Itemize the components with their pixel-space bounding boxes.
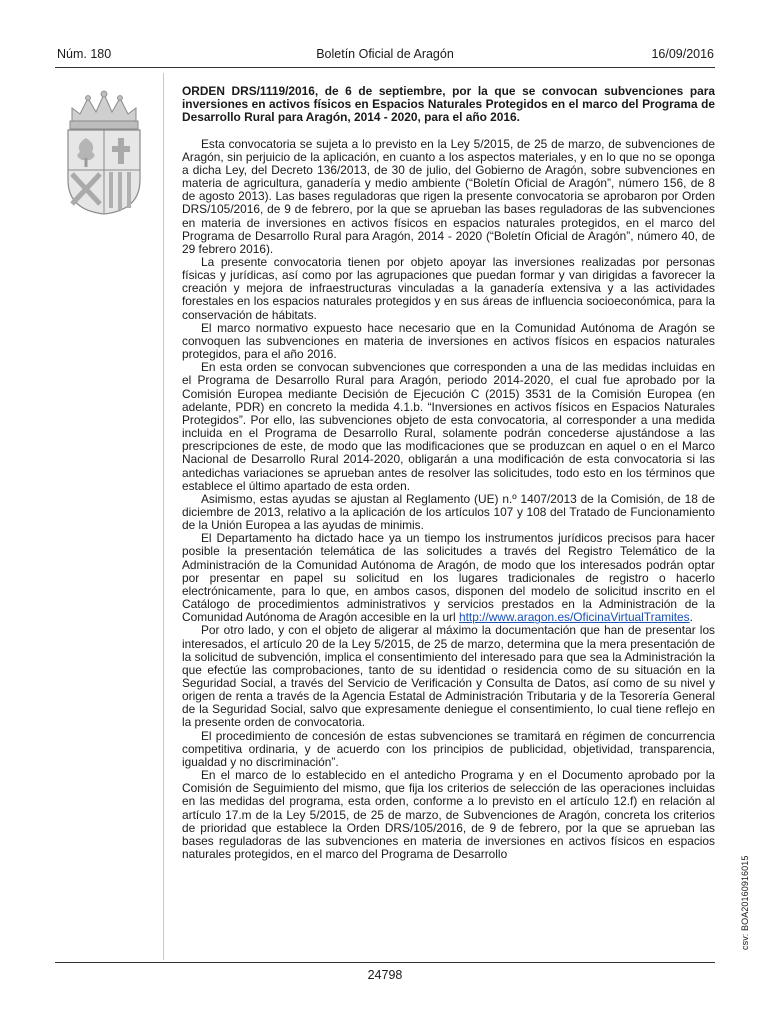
paragraph: La presente convocatoria tienen por objeto apoyar las inversiones realizadas por personas físicas y jurídicas, así como por las agrupaciones que puedan formar y van dirigidas a favorecer la creación y mejora de infraestructuras vinculadas a la ganadería extensiva y a las actividades forestales en los espacios naturales protegidos y en sus áreas de influencia socioeconómica, para la conservación de hábitats. [182, 255, 715, 322]
footer-rule [55, 962, 715, 963]
paragraph: En esta orden se convocan subvenciones que corresponden a una de las medidas incluidas en el Programa de Desarrollo Rural para Aragón, periodo 2014-2020, el cual fue aprobado por la Comisión Europea mediante Decisión de Ejecución C (2015) 3531 de la Comisión Europea (en adelante, PDR) en concreto la medida 4.1.b. “Inversiones en activos físicos en Espacios Naturales Protegidos”. Por ello, las subvenciones objeto de esta convocatoria, al corresponder a una medida incluida en el Programa de Desarrollo Rural, solamente podrán concederse ajustándose a las prescripciones de este, de modo que las modificaciones que se produzcan en aquel o en el Marco Nacional de Desarrollo Rural 2014-2020, obligarán a una modificación de esta convocatoria si las antedichas variaciones se aprueban antes de resolver las solicitudes, todo esto en los términos que establece el último apartado de esta orden. [182, 360, 715, 493]
paragraph: El procedimiento de concesión de estas subvenciones se tramitará en régimen de concurrencia competitiva ordinaria, y de acuerdo con los principios de publicidad, objetividad, transparencia, igualdad y no discriminación”. [182, 728, 715, 769]
link-paragraph-text: El Departamento ha dictado hace ya un tiempo los instrumentos jurídicos precisos para hacer posible la presentación telemática de las solicitudes a través del Registro Telemático de la Administración de la Comunidad Autónoma de Aragón, de modo que los interesados podrán optar por presentar en papel su solicitud en los lugares tradicionales de registro o hacerlo electrónicamente, para lo que, en ambos casos, disponen del modelo de solicitud inscrito en el Catálogo de procedimientos administrativos y servicios prestados en la Administración de la Comunidad Autónoma de Aragón accesible en la url [182, 531, 715, 625]
document-body [182, 85, 715, 861]
coat-of-arms-icon [58, 88, 150, 216]
paragraph: Asimismo, estas ayudas se ajustan al Reglamento (UE) n.º 1407/2013 de la Comisión, de 18 de diciembre de 2013, relativo a la aplicación de los artículos 107 y 108 del Tratado de Funcionamiento de la Unión Europea a las ayudas de minimis. [182, 491, 715, 533]
document-title: ORDEN DRS/1119/2016, de 6 de septiembre, por la que se convocan subvenciones para inversiones en activos físicos en Espacios Naturales Protegidos en el marco del Programa de Desarrollo Rural para Aragón, 2014 - 2020, para el año 2016. [182, 84, 715, 125]
csv-code: csv: BOA20160916015 [740, 855, 750, 950]
paragraph: Esta convocatoria se sujeta a lo previsto en la Ley 5/2015, de 25 de marzo, de subvenciones de Aragón, sin perjuicio de la aplicación, en cuanto a los aspectos materiales, y en lo que no se oponga a dicha Ley, del Decreto 136/2013, de 30 de julio, del Gobierno de Aragón, sobre subvenciones en materia de agricultura, ganadería y medio ambiente (“Boletín Oficial de Aragón”, número 156, de 8 de agosto 2013). Las bases reguladoras que rigen la presente convocatoria se aprobaron por Orden DRS/105/2016, de 9 de febrero, por la que se aprueban las bases reguladoras de las subvenciones en materia de inversiones en activos físicos en espacios naturales protegidos, en el marco del Programa de Desarrollo Rural para Aragón, 2014 - 2020 (“Boletín Oficial de Aragón”, número 40, de 29 febrero 2016). [182, 136, 715, 256]
paragraph: En el marco de lo establecido en el antedicho Programa y en el Documento aprobado por la Comisión de Seguimiento del mismo, que fija los criterios de selección de las operaciones incluidas en las medidas del programa, esta orden, conforme a lo previsto en el artículo 12.f) en relación al artículo 17.m de la Ley 5/2015, de 25 de marzo, de Subvenciones de Aragón, concreta los criterios de prioridad que establece la Orden DRS/105/2016, de 9 de febrero, por la que se aprueban las bases reguladoras de las subvenciones en materia de inversiones en activos físicos en espacios naturales protegidos, en el marco del Programa de Desarrollo [182, 768, 715, 862]
paragraph: Por otro lado, y con el objeto de aligerar al máximo la documentación que han de presentar los interesados, el artículo 20 de la Ley 5/2015, de 25 de marzo, determina que la mera presentación de la solicitud de subvención, implica el consentimiento del interesado para que sea la Administración la que efectúe las comprobaciones, tanto de su identidad o residencia como de su situación en la Seguridad Social, a través del Servicio de Verificación y Consulta de Datos, así como de su nivel y origen de renta a través de la Agencia Estatal de Administración Tributaria y de la Tesorería General de la Seguridad Social, salvo que expresamente deniegue el consentimiento, lo cual tiene reflejo en la presente orden de convocatoria. [182, 623, 715, 730]
page-number: 24798 [367, 968, 403, 982]
link-paragraph-end: . [689, 610, 693, 625]
bulletin-title: Boletín Oficial de Aragón [316, 47, 454, 61]
bulletin-number: Núm. 180 [57, 47, 112, 61]
header-rule [55, 67, 715, 68]
bulletin-date: 16/09/2016 [651, 47, 714, 61]
oficina-virtual-link[interactable]: http://www.aragon.es/OficinaVirtualTramites [458, 610, 690, 625]
paragraph: El marco normativo expuesto hace necesario que en la Comunidad Autónoma de Aragón se convoquen las subvenciones en materia de inversiones en activos físicos en espacios naturales protegidos, para el año 2016. [182, 320, 715, 362]
paragraph-with-link [182, 532, 715, 624]
margin-rule [163, 73, 164, 960]
